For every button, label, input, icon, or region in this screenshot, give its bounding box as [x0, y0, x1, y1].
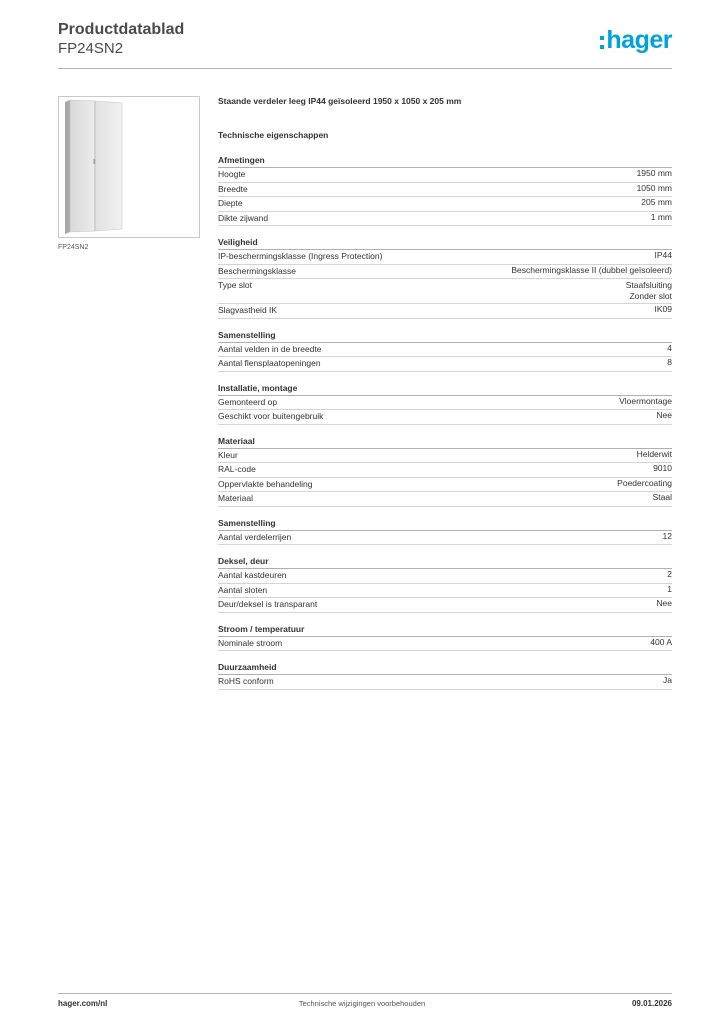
- cabinet-illustration: [59, 97, 199, 237]
- spec-section: [218, 330, 672, 372]
- spec-label: Aantal velden in de breedte: [218, 343, 322, 354]
- spec-label: Slagvastheid IK: [218, 305, 278, 315]
- page-title: Productdatablad: [58, 21, 185, 38]
- spec-label: Deur/deksel is transparant: [218, 599, 318, 609]
- spec-section: [218, 155, 672, 226]
- spec-row: [218, 463, 672, 478]
- spec-row: [218, 265, 672, 280]
- hager-logo: [600, 28, 672, 53]
- spec-value-line: Vloermontage: [619, 395, 672, 406]
- spec-row: [218, 357, 672, 372]
- spec-value-line: Staal: [652, 492, 672, 502]
- spec-value-line: 2: [667, 569, 672, 579]
- spec-row: [218, 279, 672, 304]
- spec-value-line: 400 A: [650, 636, 672, 647]
- spec-value-line: IK09: [654, 304, 672, 314]
- spec-value: [663, 531, 672, 542]
- spec-value: [650, 637, 672, 648]
- spec-label: Kleur: [218, 449, 238, 460]
- spec-value: [656, 598, 672, 609]
- spec-section: [218, 518, 672, 546]
- spec-value-line: 8: [667, 357, 672, 367]
- spec-value: [617, 478, 672, 489]
- footer-divider: [58, 993, 672, 994]
- spec-label: IP-beschermingsklasse (Ingress Protection): [218, 251, 383, 261]
- spec-section: [218, 556, 672, 613]
- tech-properties-heading: Technische eigenschappen: [218, 130, 329, 140]
- spec-value-line: 1950 mm: [636, 168, 672, 178]
- spec-label: Hoogte: [218, 169, 246, 179]
- spec-row: [218, 168, 672, 183]
- spec-value: [663, 675, 672, 686]
- spec-label: Type slot: [218, 280, 253, 290]
- section-title: Samenstelling: [218, 330, 672, 343]
- spec-value-line: Ja: [663, 675, 672, 685]
- logo-dots-icon: [600, 36, 604, 49]
- spec-value-line: 1: [667, 583, 672, 594]
- spec-label: Diepte: [218, 198, 243, 208]
- section-title: Stroom / temperatuur: [218, 624, 672, 637]
- section-title: Materiaal: [218, 436, 672, 449]
- spec-value-line: 9010: [653, 463, 672, 473]
- spec-section: [218, 237, 672, 319]
- header-divider: [58, 68, 672, 69]
- spec-value-line: Beschermingsklasse II (dubbel geïsoleerd): [511, 264, 672, 275]
- section-title: Afmetingen: [218, 155, 672, 168]
- spec-label: Materiaal: [218, 493, 253, 503]
- spec-value: [637, 183, 672, 194]
- image-caption: FP24SN2: [58, 244, 89, 251]
- section-title: Installatie, montage: [218, 383, 672, 396]
- spec-row: [218, 197, 672, 212]
- spec-value: [653, 492, 672, 503]
- spec-label: Aantal sloten: [218, 584, 268, 595]
- spec-value-line: Nee: [656, 598, 672, 608]
- spec-value: [655, 250, 673, 261]
- spec-row: [218, 410, 672, 425]
- spec-row: [218, 637, 672, 652]
- spec-value: [651, 212, 672, 223]
- spec-section: [218, 662, 672, 690]
- spec-label: Aantal verdelerrijen: [218, 531, 292, 542]
- spec-label: Aantal kastdeuren: [218, 570, 287, 580]
- spec-row: [218, 183, 672, 198]
- spec-value: [667, 584, 672, 595]
- spec-label: Geschikt voor buitengebruik: [218, 411, 324, 421]
- spec-label: RAL-code: [218, 464, 256, 474]
- spec-value: [626, 280, 672, 302]
- spec-value: [667, 343, 672, 354]
- footer-website: hager.com/nl: [58, 999, 108, 1008]
- spec-value: [641, 197, 672, 208]
- product-code: FP24SN2: [58, 40, 124, 57]
- spec-value-line: 4: [667, 342, 672, 353]
- spec-value-line: 12: [662, 530, 672, 541]
- spec-row: [218, 531, 672, 546]
- spec-row: [218, 492, 672, 507]
- spec-label: Beschermingsklasse: [218, 265, 296, 276]
- spec-value-line: Helderwit: [636, 448, 672, 459]
- spec-value-line: Zonder slot: [629, 291, 672, 301]
- spec-content: [218, 96, 672, 690]
- spec-value-line: Staafsluiting: [625, 280, 672, 290]
- spec-label: Gemonteerd op: [218, 396, 278, 407]
- section-title: Duurzaamheid: [218, 662, 672, 675]
- spec-value: [655, 304, 673, 315]
- spec-row: [218, 449, 672, 464]
- spec-label: Breedte: [218, 183, 248, 194]
- spec-label: Nominale stroom: [218, 637, 283, 648]
- spec-value-line: 1 mm: [650, 211, 672, 222]
- spec-value-line: IP44: [654, 250, 672, 260]
- spec-row: [218, 569, 672, 584]
- spec-row: [218, 343, 672, 358]
- spec-row: [218, 212, 672, 227]
- spec-value: [637, 168, 672, 179]
- spec-section: [218, 624, 672, 652]
- spec-row: [218, 250, 672, 265]
- section-title: Deksel, deur: [218, 556, 672, 569]
- spec-label: Oppervlakte behandeling: [218, 478, 313, 489]
- spec-value: [653, 463, 672, 474]
- spec-row: [218, 584, 672, 599]
- spec-value-line: 205 mm: [641, 197, 672, 207]
- spec-row: [218, 478, 672, 493]
- spec-section: [218, 436, 672, 507]
- spec-value-line: Poedercoating: [617, 477, 672, 488]
- spec-label: Dikte zijwand: [218, 212, 269, 223]
- spec-value: [667, 569, 672, 580]
- spec-label: RoHS conform: [218, 676, 274, 686]
- product-image: [58, 96, 200, 238]
- spec-value: [656, 410, 672, 421]
- spec-value: [511, 265, 672, 276]
- section-title: Samenstelling: [218, 518, 672, 531]
- spec-value: [619, 396, 672, 407]
- footer-date: 09.01.2026: [631, 999, 672, 1008]
- spec-value: [637, 449, 672, 460]
- footer-disclaimer: Technische wijzigingen voorbehouden: [298, 999, 426, 1008]
- spec-value: [667, 357, 672, 368]
- spec-row: [218, 304, 672, 319]
- section-title: Veiligheid: [218, 237, 672, 250]
- spec-row: [218, 598, 672, 613]
- spec-section: [218, 383, 672, 425]
- spec-row: [218, 396, 672, 411]
- spec-row: [218, 675, 672, 690]
- logo-text: hager: [606, 26, 672, 54]
- spec-value-line: 1050 mm: [636, 182, 672, 193]
- product-description: Staande verdeler leeg IP44 geïsoleerd 1950 x 1050 x 205 mm: [218, 96, 462, 106]
- spec-sections: [218, 155, 672, 690]
- spec-label: Aantal flensplaatopeningen: [218, 358, 321, 368]
- spec-value-line: Nee: [656, 410, 672, 420]
